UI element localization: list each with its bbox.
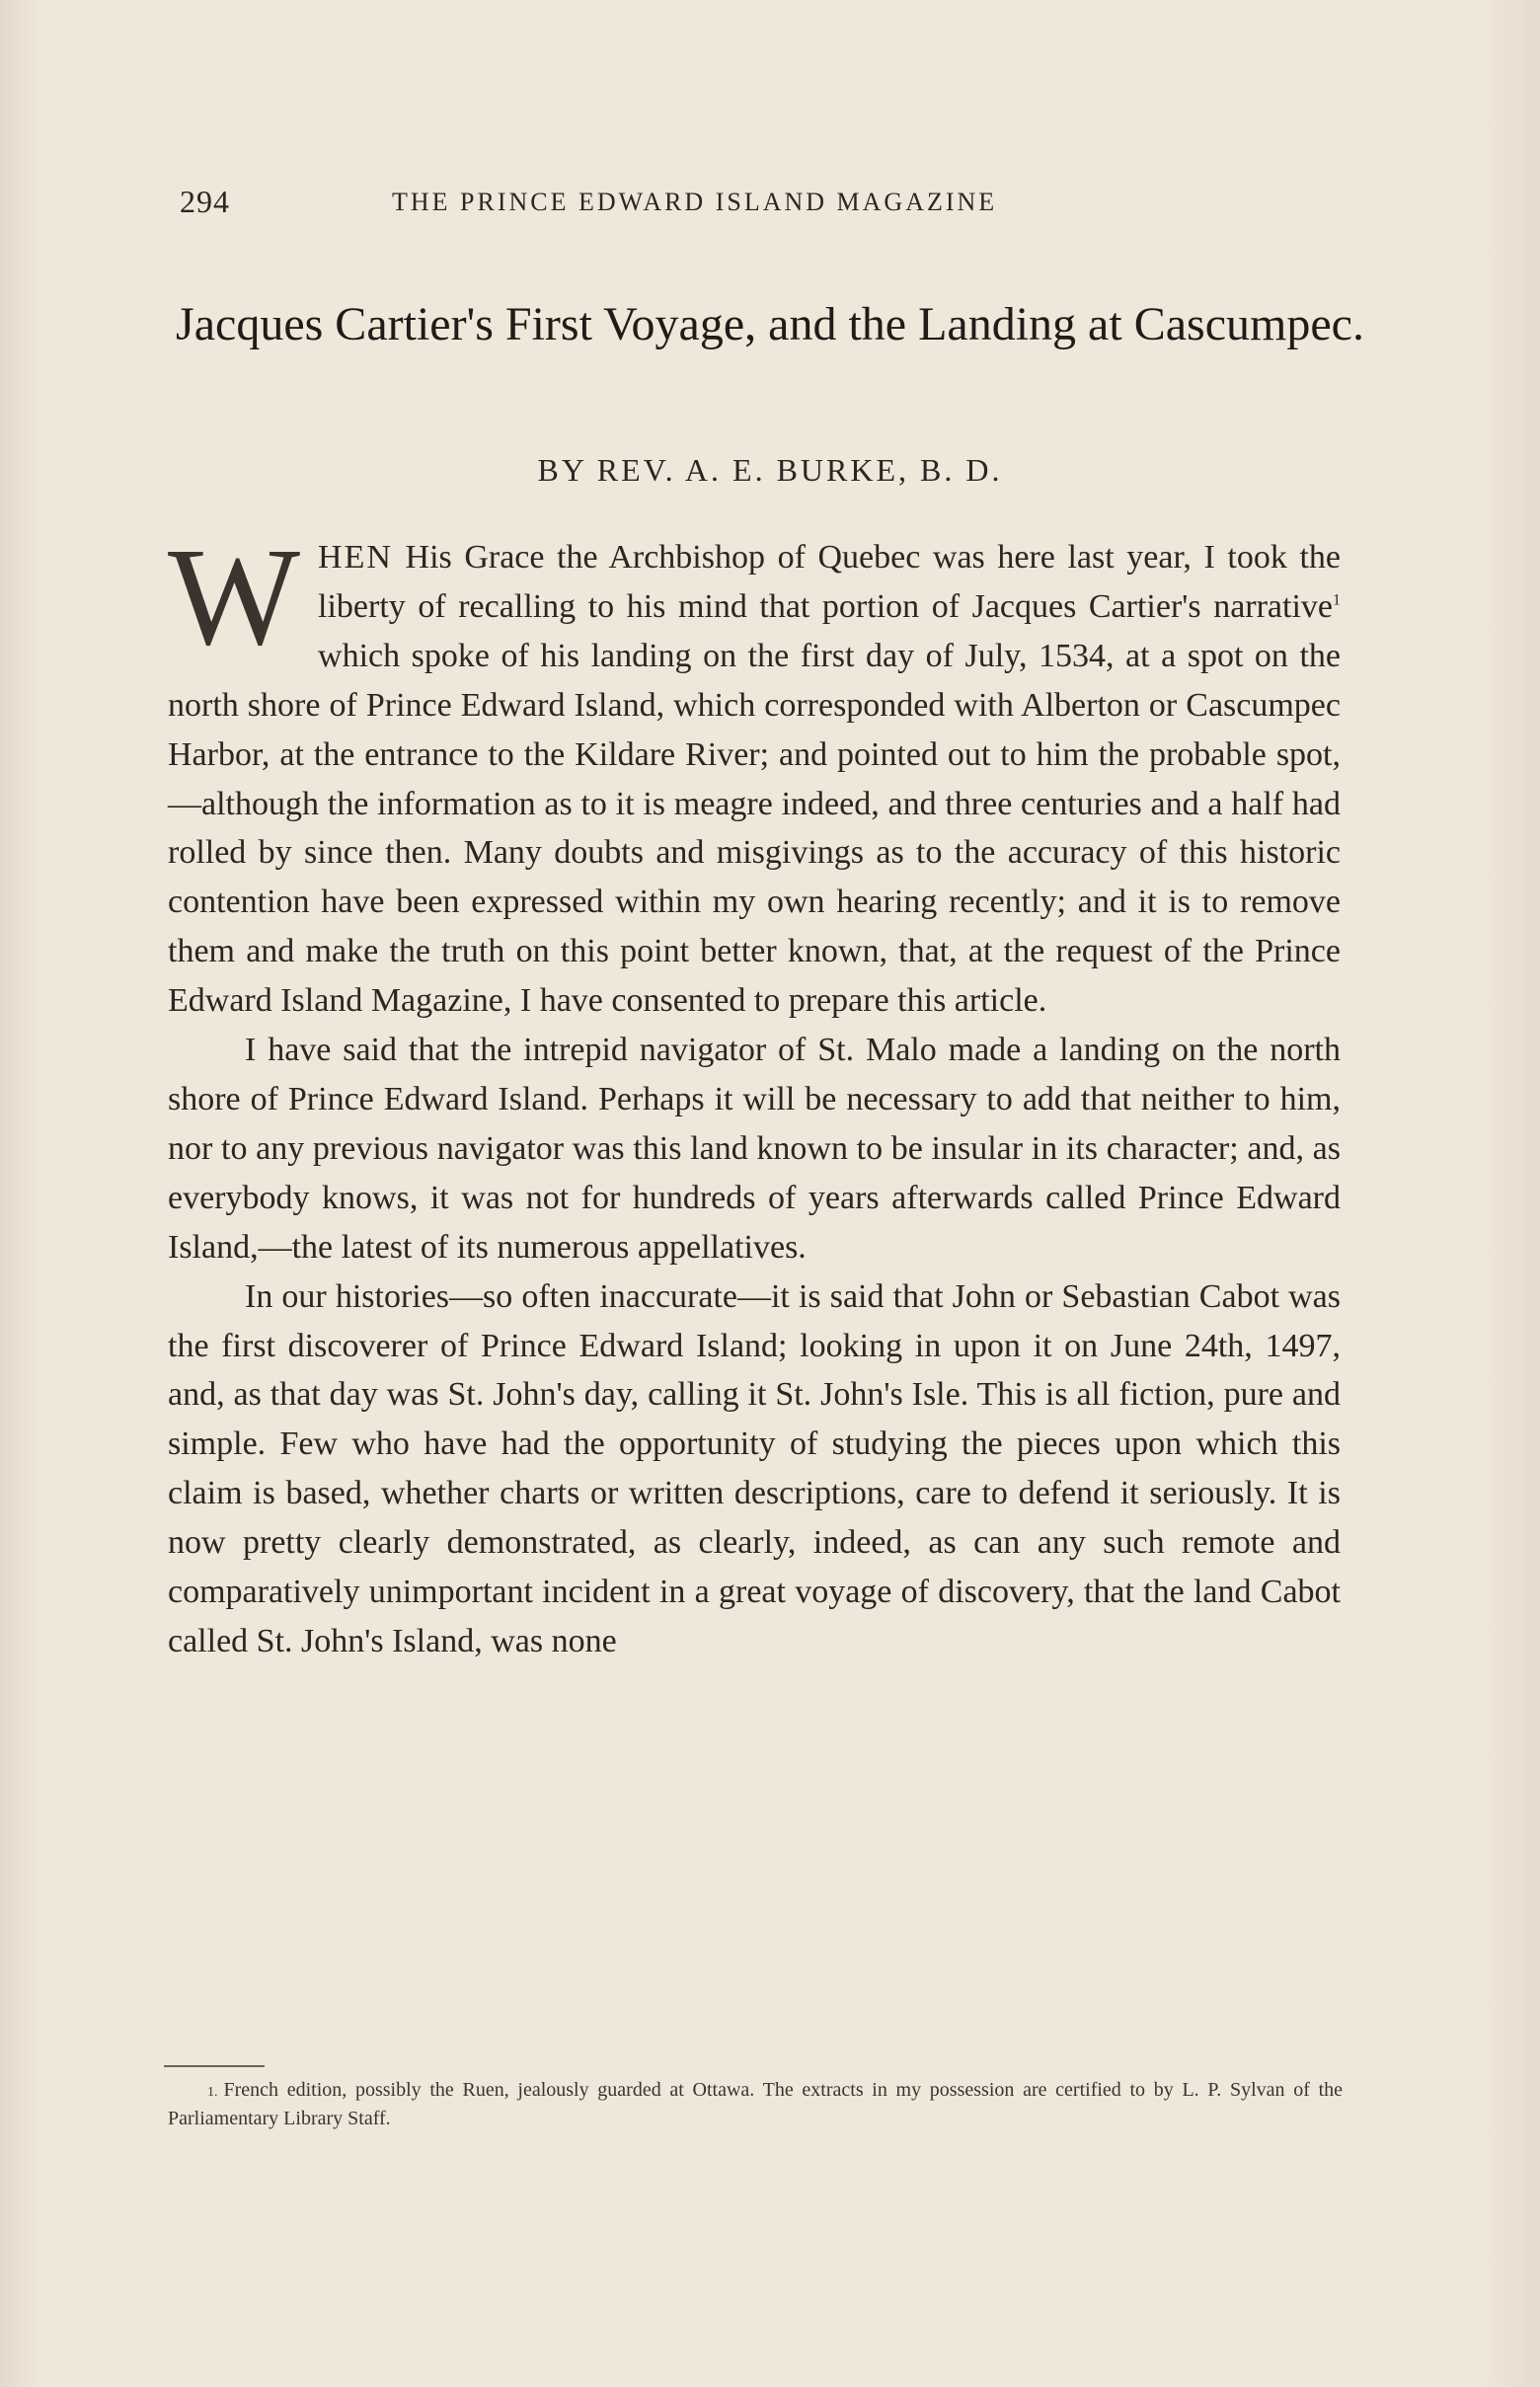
article-body xyxy=(168,518,1341,1666)
footnote-text: French edition, possibly the Ruen, jealously guarded at Ottawa. The extracts in my possession are certified to by L. P. Sylvan of the Parliamentary Library Staff. xyxy=(168,2079,1343,2129)
page-number: 294 xyxy=(180,184,230,219)
paragraph-2: I have said that the intrepid navigator of St. Malo made a landing on the north shore of Prince Edward Island. Perhaps it will be necessary to add that neither to him, nor to any previous navigator was this land known to be insular in its character; and, as everybody knows, it was not for hundreds of years afterwards called Prince Edward Island,—the latest of its numerous appellatives. xyxy=(168,1032,1341,1266)
paragraph-1-text-b: which spoke of his landing on the first day of July, 1534, at a spot on the north shore of Prince Edward Island, which corresponded with Alberton or Cascumpec Harbor, at the entrance to the Kildare River; and pointed out to him the probable spot,—although the information as to it is meagre indeed, and three centuries and a half had rolled by since then. Many doubts and misgivings as to the accuracy of this historic contention have been expressed within my own hearing recently; and it is to remove them and make the truth on this point better known, that, at the request of the Prince Edward Island Magazine, I have consented to prepare this article. xyxy=(168,637,1341,1020)
first-word: HEN xyxy=(318,539,393,576)
footnote-number: 1. xyxy=(207,2085,218,2100)
footnote xyxy=(168,2077,1343,2131)
journal-title: THE PRINCE EDWARD ISLAND MAGAZINE xyxy=(392,188,998,216)
drop-cap: W xyxy=(168,518,301,674)
paragraph-1 xyxy=(168,518,1341,1026)
paragraph-3: In our histories—so often inaccurate—it is said that John or Sebastian Cabot was the first discoverer of Prince Edward Island; looking in upon it on June 24th, 1497, and, as that day was St. John's day, calling it St. John's Isle. This is all fiction, pure and simple. Few who have had the opportunity of studying the pieces upon which this claim is based, whether charts or written descriptions, care to defend it seriously. It is now pretty clearly demonstrated, as clearly, indeed, as can any such remote and comparatively unimportant incident in a great voyage of discovery, that the land Cabot called St. John's Island, was none xyxy=(168,1277,1341,1659)
footnote-rule xyxy=(164,2065,265,2067)
article-title: Jacques Cartier's First Voyage, and the Landing at Cascumpec. xyxy=(176,298,1364,350)
footnote-marker: 1 xyxy=(1333,591,1341,609)
byline: BY REV. A. E. BURKE, B. D. xyxy=(537,452,1003,488)
running-head xyxy=(180,184,1345,231)
paragraph-1-text-a: His Grace the Archbishop of Quebec was here last year, I took the liberty of recalling to his mind that portion of Jacques Cartier's narrative xyxy=(318,539,1341,625)
